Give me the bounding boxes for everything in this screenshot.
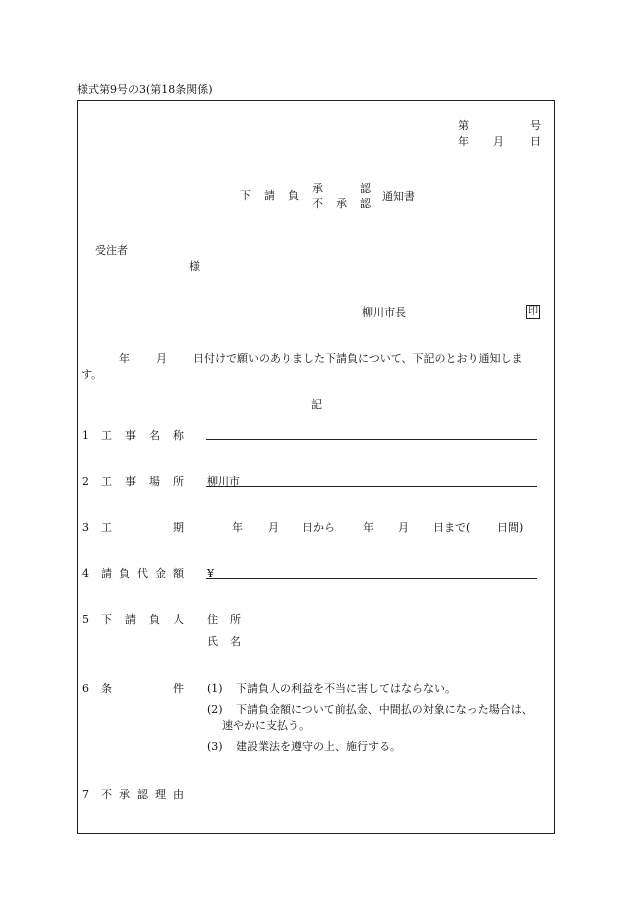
item-label-char: 期 bbox=[173, 521, 184, 534]
item-number: 2 bbox=[82, 475, 89, 488]
subcontractor-name-char: 名 bbox=[230, 635, 241, 648]
construction-location-value: 柳川市 bbox=[207, 475, 240, 488]
item-label-char: 承 bbox=[119, 788, 130, 801]
item-number: 5 bbox=[82, 613, 89, 626]
condition-number: (2) bbox=[207, 703, 223, 716]
title-option-disapprove-char: 不 bbox=[312, 197, 323, 210]
form-label: 様式第9号の3(第18条関係) bbox=[77, 83, 213, 96]
period-year-to: 年 bbox=[363, 521, 374, 534]
item-label-char: 金 bbox=[155, 567, 166, 580]
subcontractor-address-char: 住 bbox=[207, 613, 218, 626]
item-label-char: 請 bbox=[125, 613, 136, 626]
form-frame bbox=[77, 100, 555, 834]
ki-heading: 記 bbox=[311, 398, 322, 411]
date-year: 年 bbox=[458, 135, 469, 148]
item-label-char: 場 bbox=[149, 475, 160, 488]
body-text-line2: す。 bbox=[81, 368, 103, 381]
period-year-from: 年 bbox=[232, 521, 243, 534]
item-label-char: 名 bbox=[149, 429, 160, 442]
item-number: 6 bbox=[82, 682, 89, 695]
condition-text-continued: 速やかに支払う。 bbox=[222, 719, 310, 732]
title-char: 下 bbox=[240, 189, 251, 202]
item-label-char: 事 bbox=[125, 429, 136, 442]
title-char: 負 bbox=[288, 189, 299, 202]
item-number: 4 bbox=[82, 567, 89, 580]
item-label-char: 事 bbox=[125, 475, 136, 488]
date-day: 日 bbox=[530, 135, 541, 148]
body-month: 月 bbox=[156, 352, 167, 365]
item-label-char: 人 bbox=[173, 613, 184, 626]
number-suffix: 号 bbox=[530, 119, 541, 132]
condition-text: 下請負金額について前払金、中間払の対象になった場合は、 bbox=[236, 703, 533, 716]
item-label-char: 負 bbox=[149, 613, 160, 626]
item-label-char: 所 bbox=[173, 475, 184, 488]
condition-text: 下請負人の利益を不当に害してはならない。 bbox=[236, 682, 456, 695]
item-number: 1 bbox=[82, 429, 89, 442]
condition-number: (3) bbox=[207, 740, 223, 753]
body-year: 年 bbox=[119, 352, 130, 365]
title-option-disapprove-char: 認 bbox=[360, 197, 371, 210]
item-label-char: 請 bbox=[101, 567, 112, 580]
item-label-char: 条 bbox=[101, 682, 112, 695]
item-label-char: 工 bbox=[101, 429, 112, 442]
period-month-to: 月 bbox=[398, 521, 409, 534]
subcontractor-address-char: 所 bbox=[230, 613, 241, 626]
item-label-char: 不 bbox=[101, 788, 112, 801]
condition-text: 建設業法を遵守の上、施行する。 bbox=[236, 740, 401, 753]
condition-number: (1) bbox=[207, 682, 223, 695]
issuer-name: 柳川市長 bbox=[362, 306, 406, 319]
recipient-label: 受注者 bbox=[95, 244, 128, 257]
item-label-char: 代 bbox=[137, 567, 148, 580]
construction-location-line[interactable] bbox=[206, 486, 537, 487]
item-label-char: 件 bbox=[173, 682, 184, 695]
item-label-char: 工 bbox=[101, 521, 112, 534]
title-char: 請 bbox=[264, 189, 275, 202]
recipient-honorific: 様 bbox=[189, 260, 200, 273]
contract-amount-yen: ¥ bbox=[207, 567, 214, 580]
item-label-char: 額 bbox=[173, 567, 184, 580]
item-label-char: 称 bbox=[173, 429, 184, 442]
period-day-to: 日まで( bbox=[433, 521, 471, 534]
date-month: 月 bbox=[493, 135, 504, 148]
title-option-approve-char: 認 bbox=[360, 182, 371, 195]
body-text-line1: 日付けで願いのありました下請負について、下記のとおり通知しま bbox=[193, 352, 523, 365]
item-label-char: 下 bbox=[101, 613, 112, 626]
title-suffix: 通知書 bbox=[382, 190, 415, 203]
item-label-char: 由 bbox=[173, 788, 184, 801]
seal-mark: 印 bbox=[528, 306, 538, 317]
number-prefix: 第 bbox=[458, 119, 469, 132]
item-label-char: 負 bbox=[119, 567, 130, 580]
construction-name-line[interactable] bbox=[206, 439, 537, 440]
subcontractor-name-char: 氏 bbox=[207, 635, 218, 648]
title-option-disapprove-char: 承 bbox=[336, 197, 347, 210]
period-day-from: 日から bbox=[302, 521, 335, 534]
item-label-char: 理 bbox=[155, 788, 166, 801]
item-label-char: 工 bbox=[101, 475, 112, 488]
period-month-from: 月 bbox=[268, 521, 279, 534]
contract-amount-line[interactable] bbox=[206, 578, 537, 579]
period-days: 日間) bbox=[497, 521, 524, 534]
item-number: 7 bbox=[82, 788, 89, 801]
title-option-approve-char: 承 bbox=[312, 182, 323, 195]
item-number: 3 bbox=[82, 521, 89, 534]
item-label-char: 認 bbox=[137, 788, 148, 801]
